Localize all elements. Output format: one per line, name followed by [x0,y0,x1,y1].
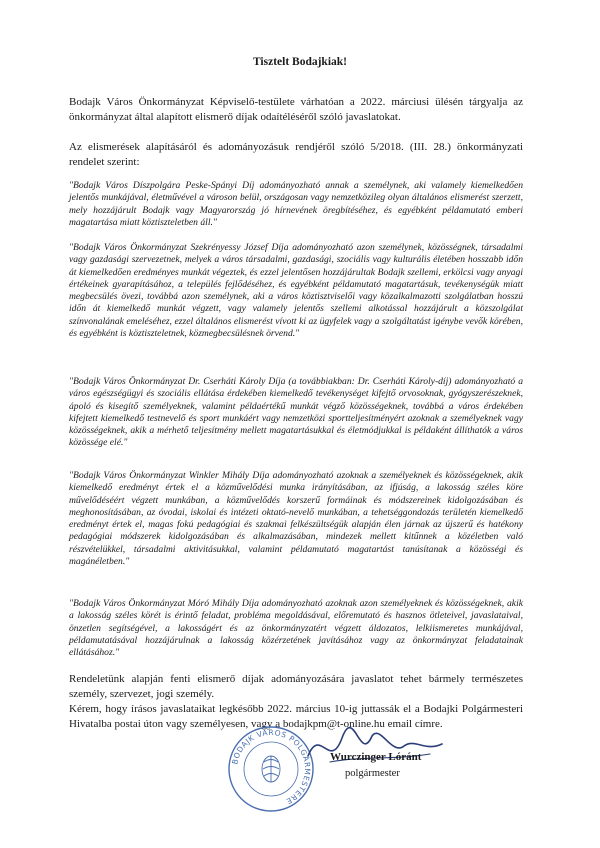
award-quote-peske-spanyi: "Bodajk Város Díszpolgára Peske-Spányi Díj adományozható annak a személynek, aki valamely kiemelkedően jelentős munkájával, életművével a városon belül, országosan vagy nemzetközileg olyan általános elismerést szerzett, mely hozzájárult Bodajk vagy Magyarország jó hírnevének öregbítéséhez, és egyébként példamutató emberi magatartása miatt köztiszteletben áll." [69,180,523,228]
closing-paragraph-2: Kérem, hogy írásos javaslataikat legkésőbb 2022. március 10-ig juttassák el a Bodajki Polgármesteri Hivatalba postai úton vagy személyesen, vagy a bodajkpm@t-online.hu email címre. [69,703,523,730]
signer-title: polgármester [345,768,400,779]
decree-reference: Az elismerések alapításáról és adományozásuk rendjéről szóló 5/2018. (III. 28.) önkormányzati rendelet szerint: [69,141,523,168]
signer-name: Wurczinger Lóránt [330,751,422,763]
handwritten-signature [300,716,450,776]
award-quote-cserhati: "Bodajk Város Önkormányzat Dr. Cserháti Károly Díja (a továbbiakban: Dr. Cserháti Károly-díj) adományozható a város egészségügyi és szociális ellátása érdekében kiemelkedő tevékenységet kifejtő orvosoknak, gyógyszerészeknek, ápoló és kisegítő személyeknek, valamint példaértékű munkát végző közösségeknek, továbbá a város érdekében kifejtett kiemelkedő testnevelő és sport munkáért vagy nemzetközi sportteljesítményért azoknak a személyeknek vagy közösségeknek, akik a mérhető teljesítmény mellett magatartásukkal és életmódjukkal is példaként állíthatók a város közössége elé." [69,376,523,449]
intro-paragraph: Bodajk Város Önkormányzat Képviselő-testülete várhatóan a 2022. márciusi ülésén tárgyalja az önkormányzat által alapított elismerő díjak odaítéléséről szóló javaslatokat. [69,96,523,123]
closing-paragraph-1: Rendeletünk alapján fenti elismerő díjak adományozására javaslatot tehet bármely természetes személy, szervezet, jogi személy. [69,673,523,700]
award-quote-szekrenyessy: "Bodajk Város Önkormányzat Szekrényessy József Díja adományozható azon személynek, közösségnek, társadalmi vagy gazdasági szervezetnek, melyek a város társadalmi, gazdasági, szociális vagy kulturális életében hosszabb időn át kiemelkedően eredményes munkát végeztek, és ezzel jelentősen hozzájárultak Bodajk szellemi, erkölcsi vagy anyagi értékeinek gyarapításához, a település fejlődéséhez, és egyébként példamutató magatartásuk, tevékenységük miatt megbecsülés övezi, továbbá azon személynek, aki a város köztisztviselői vagy közalkalmazotti szolgálatban hosszú időn át kiemelkedő munkát végzett, vagy valamely jelentős szellemi alkotással hozzájárult a közszolgálat színvonalának emeléséhez, ezzel általános elismerést vívott ki az ügyfelek vagy a szolgáltatást igénybe vevők körében, és egyébként is köztiszteletnek, közmegbecsülésnek örvend." [69,242,523,340]
award-quote-moro: "Bodajk Város Önkormányzat Móró Mihály Díja adományozható azoknak azon személyeknek és közösségeknek, akik a lakosság széles körét is érintő feladat, probléma megoldásával, előremutató és hasznos ötleteivel, javaslataival, önzetlen segítségével, a lakosságért és az önkormányzatért végzett áldozatos, lelkiismeretes munkájával, példamutatásával hozzájárulnak a lakosság közérzetének javításához vagy az önkormányzat feladatainak ellátásához." [69,598,523,659]
svg-text:BODAJK VÁROS POLGÁRMESTERE: BODAJK VÁROS POLGÁRMESTERE [230,727,313,807]
letter-title: Tisztelt Bodajkiak! [252,56,348,68]
award-quote-winkler: "Bodajk Város Önkormányzat Winkler Mihály Díja adományozható azoknak a személyeknek és közösségeknek, akik kiemelkedő eredményt értek el a közművelődési munka irányításában, az ifjúság, a lakosság széles köre művelődéséért végzett munkában, a közművelődés korszerű formáinak és módszereinek kidolgozásában és meghonosításában, az óvodai, iskolai és intézeti oktató-nevelő munkában, a tehetséggondozás területén kiemelkedő eredményt értek el, magas fokú pedagógiai és szakmai felkészültségük alapján élen járnak az újszerű és hatékony pedagógiai módszerek kidolgozásában és alkalmazásában, mindezek mellett kitűnnek a közéletben való részvételükkel, társadalmi aktivitásukkal, valamint példamutató magatartást tanúsítanak a közösségi és magánéletben." [69,470,523,568]
